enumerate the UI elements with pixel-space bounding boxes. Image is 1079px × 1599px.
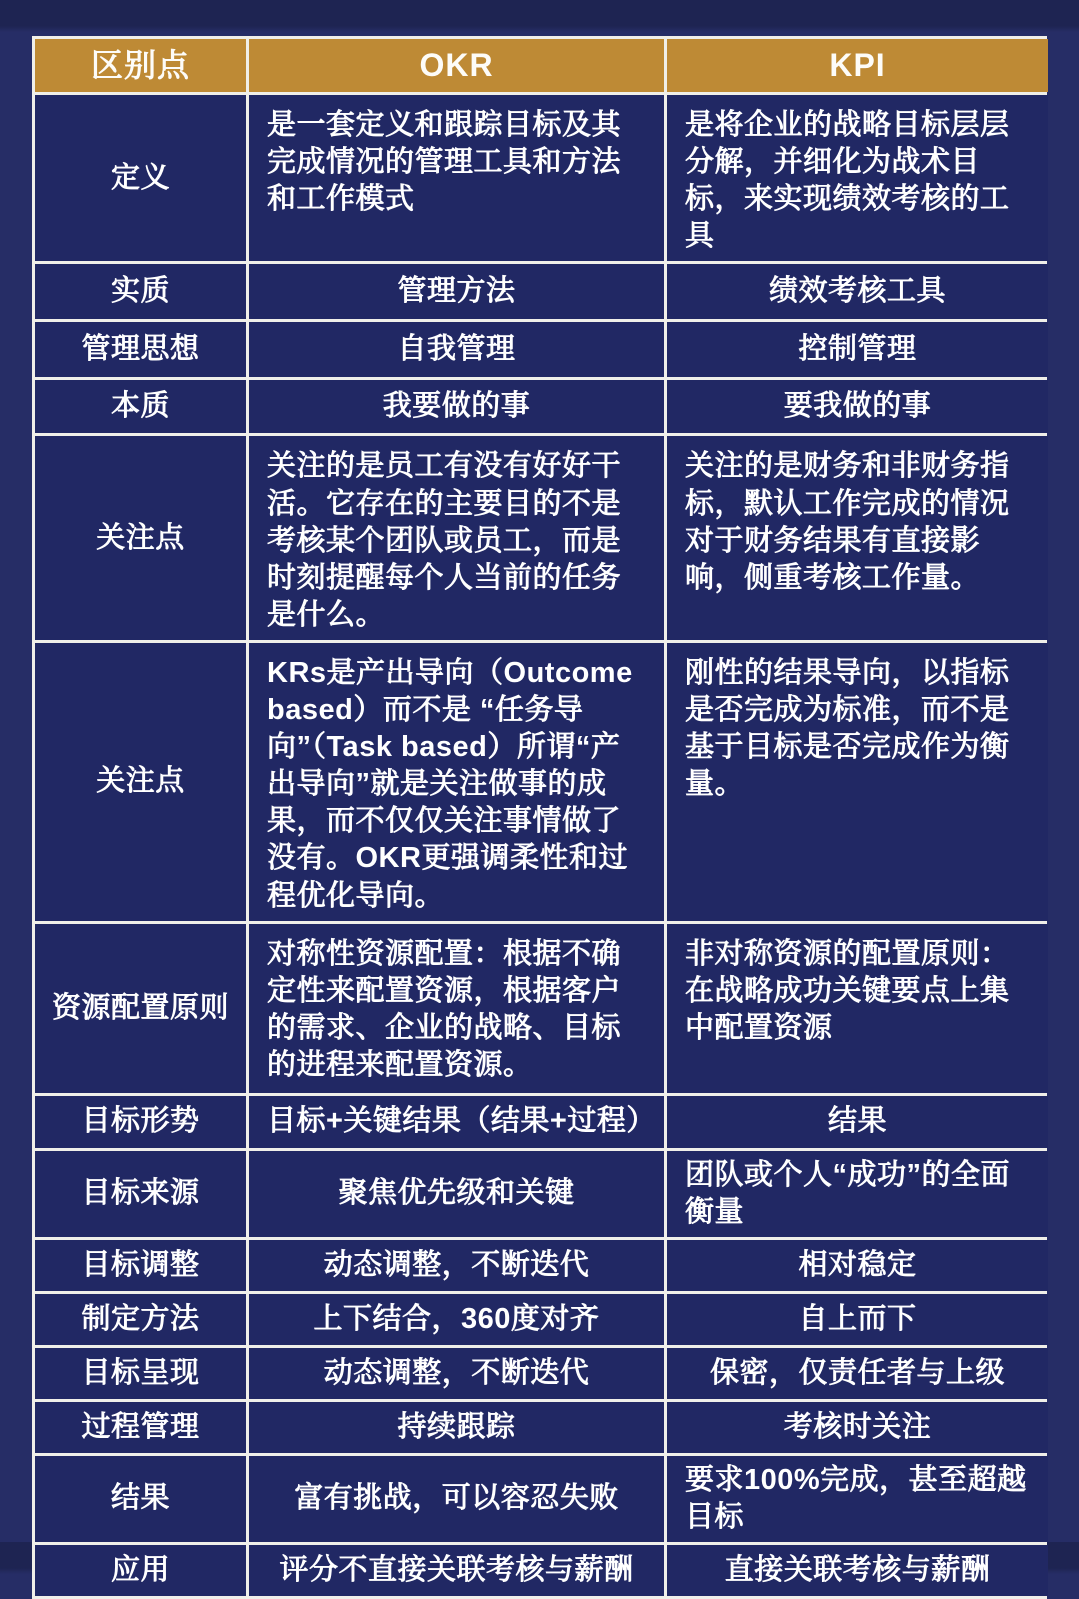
kpi-cell: 是将企业的战略目标层层分解，并细化为战术目标，来实现绩效考核的工具 [667,95,1048,261]
header-cell-okr: OKR [249,39,664,92]
kpi-cell: 要我做的事 [667,380,1048,433]
row-label: 结果 [35,1456,246,1542]
kpi-cell: 刚性的结果导向，以指标是否完成为标准，而不是基于目标是否完成作为衡量。 [667,643,1048,921]
row-label: 资源配置原则 [35,924,246,1093]
row-label: 目标调整 [35,1240,246,1291]
okr-cell: 动态调整，不断迭代 [249,1348,664,1399]
kpi-cell: 保密，仅责任者与上级 [667,1348,1048,1399]
okr-cell: 我要做的事 [249,380,664,433]
kpi-cell: 结果 [667,1096,1048,1148]
row-label: 本质 [35,380,246,433]
okr-cell: 评分不直接关联考核与薪酬 [249,1545,664,1596]
row-label: 应用 [35,1545,246,1596]
okr-cell: 富有挑战，可以容忍失败 [249,1456,664,1542]
okr-cell: 对称性资源配置：根据不确定性来配置资源，根据客户的需求、企业的战略、目标的进程来配置资源。 [249,924,664,1093]
comparison-table [32,36,1047,1599]
okr-cell: 目标+关键结果（结果+过程） [249,1096,664,1148]
kpi-cell: 要求100%完成，甚至超越目标 [667,1456,1048,1542]
kpi-cell: 自上而下 [667,1294,1048,1345]
kpi-cell: 非对称资源的配置原则：在战略成功关键要点上集中配置资源 [667,924,1048,1093]
okr-cell: 自我管理 [249,322,664,377]
kpi-cell: 直接关联考核与薪酬 [667,1545,1048,1596]
okr-cell: 管理方法 [249,264,664,319]
row-label: 过程管理 [35,1402,246,1453]
row-label: 关注点 [35,436,246,640]
kpi-cell: 相对稳定 [667,1240,1048,1291]
okr-cell: 关注的是员工有没有好好干活。它存在的主要目的不是考核某个团队或员工，而是时刻提醒每个人当前的任务是什么。 [249,436,664,640]
okr-cell: 持续跟踪 [249,1402,664,1453]
okr-cell: KRs是产出导向（Outcome based）而不是 “任务导向”（Task based）所谓“产出导向”就是关注做事的成果，而不仅仅关注事情做了没有。OKR更强调柔性和过程优化导向。 [249,643,664,921]
kpi-cell: 关注的是财务和非财务指标，默认工作完成的情况对于财务结果有直接影响，侧重考核工作量。 [667,436,1048,640]
kpi-cell: 团队或个人“成功”的全面衡量 [667,1151,1048,1237]
row-label: 实质 [35,264,246,319]
okr-cell: 是一套定义和跟踪目标及其完成情况的管理工具和方法和工作模式 [249,95,664,261]
kpi-cell: 绩效考核工具 [667,264,1048,319]
okr-cell: 上下结合，360度对齐 [249,1294,664,1345]
okr-cell: 聚焦优先级和关键 [249,1151,664,1237]
row-label: 制定方法 [35,1294,246,1345]
header-cell-kpi: KPI [667,39,1048,92]
okr-cell: 动态调整，不断迭代 [249,1240,664,1291]
kpi-cell: 考核时关注 [667,1402,1048,1453]
header-cell-category: 区别点 [35,39,246,92]
row-label: 关注点 [35,643,246,921]
row-label: 管理思想 [35,322,246,377]
kpi-cell: 控制管理 [667,322,1048,377]
row-label: 定义 [35,95,246,261]
row-label: 目标呈现 [35,1348,246,1399]
row-label: 目标来源 [35,1151,246,1237]
row-label: 目标形势 [35,1096,246,1148]
